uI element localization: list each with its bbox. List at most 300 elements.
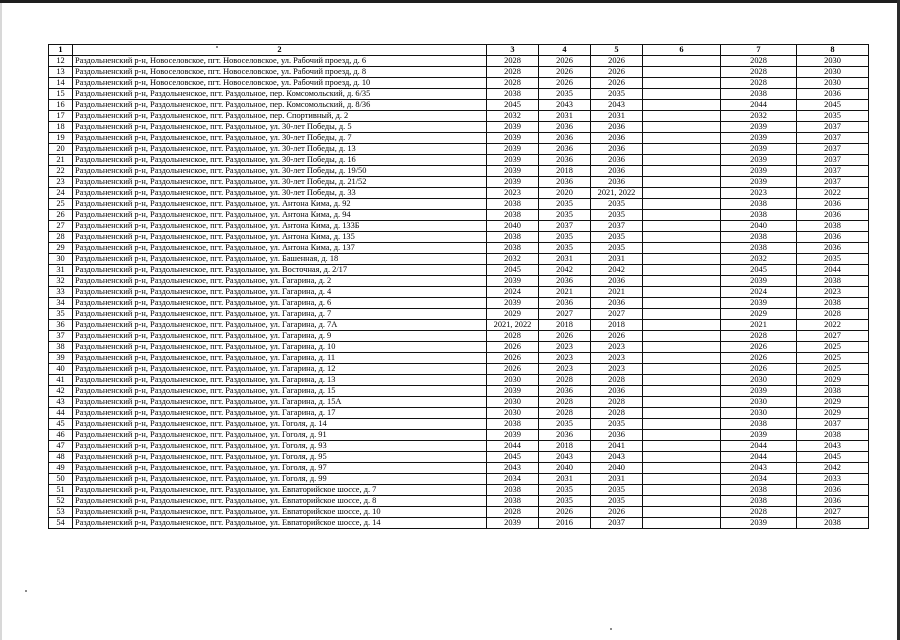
col-7-cell: 2026 <box>721 342 797 353</box>
col-5-cell: 2031 <box>591 111 643 122</box>
col-3-cell: 2038 <box>487 199 539 210</box>
col-5-cell: 2026 <box>591 67 643 78</box>
col-8-cell: 2038 <box>797 430 869 441</box>
col-3-cell: 2039 <box>487 122 539 133</box>
row-number-cell: 52 <box>49 496 73 507</box>
col-5-cell: 2043 <box>591 100 643 111</box>
col-4-cell: 2026 <box>539 331 591 342</box>
table-row <box>49 276 869 287</box>
table-row <box>49 243 869 254</box>
col-7-cell: 2038 <box>721 243 797 254</box>
col-6-cell <box>643 474 721 485</box>
col-3-cell: 2039 <box>487 155 539 166</box>
col-4-cell: 2042 <box>539 265 591 276</box>
col-3-cell: 2039 <box>487 386 539 397</box>
col-7-cell: 2028 <box>721 56 797 67</box>
col-3-cell: 2045 <box>487 265 539 276</box>
row-number-cell: 19 <box>49 133 73 144</box>
table-row <box>49 496 869 507</box>
col-6-cell <box>643 155 721 166</box>
col-7-cell: 2039 <box>721 144 797 155</box>
col-4-cell: 2036 <box>539 298 591 309</box>
col-6-cell <box>643 111 721 122</box>
col-7-cell: 2029 <box>721 309 797 320</box>
col-4-cell: 2035 <box>539 89 591 100</box>
col-5-cell: 2036 <box>591 298 643 309</box>
col-6-cell <box>643 375 721 386</box>
col-8-cell: 2033 <box>797 474 869 485</box>
col-6-cell <box>643 452 721 463</box>
row-number-cell: 27 <box>49 221 73 232</box>
col-5-cell: 2035 <box>591 232 643 243</box>
col-5-cell: 2036 <box>591 144 643 155</box>
col-7-cell: 2028 <box>721 67 797 78</box>
row-number-cell: 14 <box>49 78 73 89</box>
col-6-cell <box>643 485 721 496</box>
table-row <box>49 353 869 364</box>
address-cell: Раздольненский р-н, Раздольненское, пгт. Раздольное, ул. Гагарина, д. 11 <box>73 353 487 364</box>
table-row <box>49 111 869 122</box>
col-3-cell: 2026 <box>487 364 539 375</box>
row-number-cell: 30 <box>49 254 73 265</box>
col-8-cell: 2022 <box>797 188 869 199</box>
address-cell: Раздольненский р-н, Раздольненское, пгт. Раздольное, ул. 30-лет Победы, д. 7 <box>73 133 487 144</box>
table-row <box>49 122 869 133</box>
col-7-cell: 2039 <box>721 155 797 166</box>
col-6-cell <box>643 331 721 342</box>
col-3-cell: 2021, 2022 <box>487 320 539 331</box>
row-number-cell: 44 <box>49 408 73 419</box>
address-cell: Раздольненский р-н, Раздольненское, пгт. Раздольное, ул. Гагарина, д. 15 <box>73 386 487 397</box>
col-6-cell <box>643 221 721 232</box>
header-cell-row-number: 1 <box>49 45 73 56</box>
row-number-cell: 18 <box>49 122 73 133</box>
col-3-cell: 2028 <box>487 78 539 89</box>
col-7-cell: 2044 <box>721 100 797 111</box>
col-8-cell: 2045 <box>797 100 869 111</box>
col-8-cell: 2037 <box>797 177 869 188</box>
col-8-cell: 2037 <box>797 122 869 133</box>
col-3-cell: 2026 <box>487 353 539 364</box>
col-8-cell: 2030 <box>797 67 869 78</box>
col-5-cell: 2026 <box>591 56 643 67</box>
col-8-cell: 2038 <box>797 386 869 397</box>
col-4-cell: 2035 <box>539 199 591 210</box>
col-6-cell <box>643 386 721 397</box>
col-6-cell <box>643 364 721 375</box>
col-5-cell: 2036 <box>591 430 643 441</box>
col-3-cell: 2043 <box>487 463 539 474</box>
table-row <box>49 441 869 452</box>
scan-speck <box>216 46 218 48</box>
row-number-cell: 28 <box>49 232 73 243</box>
col-7-cell: 2038 <box>721 419 797 430</box>
row-number-cell: 24 <box>49 188 73 199</box>
col-8-cell: 2023 <box>797 287 869 298</box>
address-cell: Раздольненский р-н, Раздольненское, пгт. Раздольное, ул. Гагарина, д. 13 <box>73 375 487 386</box>
col-7-cell: 2028 <box>721 78 797 89</box>
col-4-cell: 2035 <box>539 496 591 507</box>
col-5-cell: 2035 <box>591 199 643 210</box>
row-number-cell: 51 <box>49 485 73 496</box>
col-4-cell: 2035 <box>539 243 591 254</box>
table-row <box>49 507 869 518</box>
col-8-cell: 2028 <box>797 309 869 320</box>
table-row <box>49 221 869 232</box>
col-4-cell: 2036 <box>539 144 591 155</box>
col-6-cell <box>643 298 721 309</box>
col-3-cell: 2039 <box>487 430 539 441</box>
row-number-cell: 50 <box>49 474 73 485</box>
col-7-cell: 2026 <box>721 364 797 375</box>
col-7-cell: 2030 <box>721 397 797 408</box>
col-5-cell: 2035 <box>591 419 643 430</box>
col-5-cell: 2028 <box>591 408 643 419</box>
col-8-cell: 2025 <box>797 342 869 353</box>
table-row <box>49 78 869 89</box>
address-cell: Раздольненский р-н, Раздольненское, пгт. Раздольное, пер. Комсомольский, д. 8/36 <box>73 100 487 111</box>
col-7-cell: 2045 <box>721 265 797 276</box>
col-3-cell: 2039 <box>487 276 539 287</box>
col-8-cell: 2030 <box>797 56 869 67</box>
col-7-cell: 2024 <box>721 287 797 298</box>
table-row <box>49 463 869 474</box>
row-number-cell: 34 <box>49 298 73 309</box>
col-4-cell: 2018 <box>539 320 591 331</box>
col-6-cell <box>643 166 721 177</box>
col-6-cell <box>643 122 721 133</box>
address-cell: Раздольненский р-н, Раздольненское, пгт. Раздольное, ул. Антона Кима, д. 135 <box>73 232 487 243</box>
col-6-cell <box>643 100 721 111</box>
col-5-cell: 2021, 2022 <box>591 188 643 199</box>
row-number-cell: 17 <box>49 111 73 122</box>
col-7-cell: 2038 <box>721 496 797 507</box>
col-4-cell: 2035 <box>539 210 591 221</box>
col-8-cell: 2038 <box>797 298 869 309</box>
col-4-cell: 2026 <box>539 507 591 518</box>
table-row <box>49 419 869 430</box>
col-5-cell: 2028 <box>591 397 643 408</box>
col-4-cell: 2036 <box>539 177 591 188</box>
col-5-cell: 2036 <box>591 122 643 133</box>
col-8-cell: 2036 <box>797 485 869 496</box>
address-cell: Раздольненский р-н, Раздольненское, пгт. Раздольное, ул. Евпаторийское шоссе, д. 10 <box>73 507 487 518</box>
col-5-cell: 2026 <box>591 331 643 342</box>
col-8-cell: 2037 <box>797 419 869 430</box>
table-row <box>49 133 869 144</box>
col-5-cell: 2037 <box>591 518 643 529</box>
col-7-cell: 2028 <box>721 331 797 342</box>
table-row <box>49 155 869 166</box>
col-4-cell: 2040 <box>539 463 591 474</box>
table-row <box>49 232 869 243</box>
col-3-cell: 2038 <box>487 210 539 221</box>
col-6-cell <box>643 254 721 265</box>
col-5-cell: 2036 <box>591 133 643 144</box>
row-number-cell: 53 <box>49 507 73 518</box>
col-5-cell: 2037 <box>591 221 643 232</box>
row-number-cell: 23 <box>49 177 73 188</box>
address-cell: Раздольненский р-н, Раздольненское, пгт. Раздольное, ул. Гоголя, д. 93 <box>73 441 487 452</box>
col-4-cell: 2023 <box>539 342 591 353</box>
table-row <box>49 287 869 298</box>
table-row <box>49 56 869 67</box>
col-5-cell: 2036 <box>591 155 643 166</box>
col-6-cell <box>643 78 721 89</box>
header-cell-col-5: 5 <box>591 45 643 56</box>
row-number-cell: 54 <box>49 518 73 529</box>
table-row <box>49 210 869 221</box>
address-cell: Раздольненский р-н, Раздольненское, пгт. Раздольное, ул. Гоголя, д. 95 <box>73 452 487 463</box>
col-5-cell: 2035 <box>591 496 643 507</box>
col-6-cell <box>643 430 721 441</box>
col-4-cell: 2023 <box>539 364 591 375</box>
col-7-cell: 2039 <box>721 430 797 441</box>
col-3-cell: 2039 <box>487 298 539 309</box>
row-number-cell: 32 <box>49 276 73 287</box>
col-6-cell <box>643 507 721 518</box>
col-4-cell: 2035 <box>539 485 591 496</box>
col-5-cell: 2026 <box>591 507 643 518</box>
col-3-cell: 2038 <box>487 89 539 100</box>
table-row <box>49 67 869 78</box>
col-4-cell: 2027 <box>539 309 591 320</box>
row-number-cell: 41 <box>49 375 73 386</box>
col-3-cell: 2024 <box>487 287 539 298</box>
address-cell: Раздольненский р-н, Раздольненское, пгт. Раздольное, ул. Гагарина, д. 9 <box>73 331 487 342</box>
col-8-cell: 2036 <box>797 243 869 254</box>
col-5-cell: 2040 <box>591 463 643 474</box>
col-3-cell: 2030 <box>487 408 539 419</box>
col-4-cell: 2026 <box>539 67 591 78</box>
table-row <box>49 386 869 397</box>
col-4-cell: 2043 <box>539 100 591 111</box>
header-cell-col-4: 4 <box>539 45 591 56</box>
col-6-cell <box>643 463 721 474</box>
address-cell: Раздольненский р-н, Раздольненское, пгт. Раздольное, ул. Антона Кима, д. 92 <box>73 199 487 210</box>
row-number-cell: 16 <box>49 100 73 111</box>
col-8-cell: 2038 <box>797 518 869 529</box>
col-3-cell: 2038 <box>487 243 539 254</box>
address-cell: Раздольненский р-н, Раздольненское, пгт. Раздольное, ул. Гоголя, д. 99 <box>73 474 487 485</box>
col-3-cell: 2026 <box>487 342 539 353</box>
col-4-cell: 2018 <box>539 441 591 452</box>
col-8-cell: 2035 <box>797 111 869 122</box>
col-7-cell: 2038 <box>721 199 797 210</box>
address-cell: Раздольненский р-н, Раздольненское, пгт. Раздольное, ул. Антона Кима, д. 137 <box>73 243 487 254</box>
col-6-cell <box>643 144 721 155</box>
col-7-cell: 2040 <box>721 221 797 232</box>
address-cell: Раздольненский р-н, Раздольненское, пгт. Раздольное, ул. Гоголя, д. 14 <box>73 419 487 430</box>
col-4-cell: 2026 <box>539 78 591 89</box>
col-5-cell: 2031 <box>591 474 643 485</box>
col-6-cell <box>643 518 721 529</box>
col-8-cell: 2027 <box>797 331 869 342</box>
address-cell: Раздольненский р-н, Раздольненское, пгт. Раздольное, ул. Гоголя, д. 91 <box>73 430 487 441</box>
address-cell: Раздольненский р-н, Раздольненское, пгт. Раздольное, ул. 30-лет Победы, д. 16 <box>73 155 487 166</box>
col-5-cell: 2035 <box>591 89 643 100</box>
header-cell-address: 2 <box>73 45 487 56</box>
col-7-cell: 2038 <box>721 485 797 496</box>
address-cell: Раздольненский р-н, Раздольненское, пгт. Раздольное, ул. Гагарина, д. 7А <box>73 320 487 331</box>
col-6-cell <box>643 419 721 430</box>
col-4-cell: 2035 <box>539 232 591 243</box>
table-row <box>49 320 869 331</box>
col-8-cell: 2036 <box>797 199 869 210</box>
col-3-cell: 2028 <box>487 67 539 78</box>
row-number-cell: 20 <box>49 144 73 155</box>
table-row <box>49 430 869 441</box>
col-4-cell: 2028 <box>539 375 591 386</box>
table-row <box>49 254 869 265</box>
col-6-cell <box>643 287 721 298</box>
address-cell: Раздольненский р-н, Раздольненское, пгт. Раздольное, ул. Башенная, д. 18 <box>73 254 487 265</box>
header-cell-col-7: 7 <box>721 45 797 56</box>
col-8-cell: 2038 <box>797 221 869 232</box>
table-row <box>49 199 869 210</box>
table-row <box>49 518 869 529</box>
table-row <box>49 89 869 100</box>
col-8-cell: 2027 <box>797 507 869 518</box>
col-3-cell: 2039 <box>487 518 539 529</box>
col-8-cell: 2036 <box>797 210 869 221</box>
header-cell-col-6: 6 <box>643 45 721 56</box>
col-8-cell: 2029 <box>797 375 869 386</box>
address-cell: Раздольненский р-н, Раздольненское, пгт. Раздольное, ул. Гагарина, д. 2 <box>73 276 487 287</box>
col-8-cell: 2038 <box>797 276 869 287</box>
row-number-cell: 39 <box>49 353 73 364</box>
col-4-cell: 2036 <box>539 386 591 397</box>
address-cell: Раздольненский р-н, Новоселовское, пгт. Новоселовское, ул. Рабочий проезд, д. 8 <box>73 67 487 78</box>
address-cell: Раздольненский р-н, Раздольненское, пгт. Раздольное, ул. Евпаторийское шоссе, д. 14 <box>73 518 487 529</box>
col-7-cell: 2039 <box>721 177 797 188</box>
row-number-cell: 47 <box>49 441 73 452</box>
col-4-cell: 2037 <box>539 221 591 232</box>
row-number-cell: 43 <box>49 397 73 408</box>
table-row <box>49 166 869 177</box>
col-7-cell: 2038 <box>721 89 797 100</box>
register-body <box>49 56 869 529</box>
col-8-cell: 2029 <box>797 397 869 408</box>
col-3-cell: 2045 <box>487 452 539 463</box>
address-cell: Раздольненский р-н, Раздольненское, пгт. Раздольное, ул. Гагарина, д. 17 <box>73 408 487 419</box>
col-3-cell: 2045 <box>487 100 539 111</box>
col-8-cell: 2030 <box>797 78 869 89</box>
col-7-cell: 2039 <box>721 276 797 287</box>
address-cell: Раздольненский р-н, Раздольненское, пгт. Раздольное, ул. Восточная, д. 2/17 <box>73 265 487 276</box>
col-6-cell <box>643 397 721 408</box>
table-row <box>49 100 869 111</box>
col-4-cell: 2026 <box>539 56 591 67</box>
address-cell: Раздольненский р-н, Раздольненское, пгт. Раздольное, ул. 30-лет Победы, д. 33 <box>73 188 487 199</box>
col-6-cell <box>643 210 721 221</box>
row-number-cell: 46 <box>49 430 73 441</box>
col-3-cell: 2032 <box>487 111 539 122</box>
address-cell: Раздольненский р-н, Раздольненское, пгт. Раздольное, ул. Гагарина, д. 7 <box>73 309 487 320</box>
col-8-cell: 2045 <box>797 452 869 463</box>
row-number-cell: 31 <box>49 265 73 276</box>
col-7-cell: 2026 <box>721 353 797 364</box>
address-cell: Раздольненский р-н, Раздольненское, пгт. Раздольное, ул. 30-лет Победы, д. 19/50 <box>73 166 487 177</box>
col-5-cell: 2035 <box>591 485 643 496</box>
table-row <box>49 375 869 386</box>
address-cell: Раздольненский р-н, Раздольненское, пгт. Раздольное, ул. Гагарина, д. 6 <box>73 298 487 309</box>
table-row <box>49 309 869 320</box>
address-cell: Раздольненский р-н, Раздольненское, пгт. Раздольное, ул. Гагарина, д. 15А <box>73 397 487 408</box>
table-row <box>49 364 869 375</box>
col-7-cell: 2030 <box>721 375 797 386</box>
col-3-cell: 2028 <box>487 331 539 342</box>
address-cell: Раздольненский р-н, Раздольненское, пгт. Раздольное, пер. Комсомольский, д. 6/35 <box>73 89 487 100</box>
row-number-cell: 37 <box>49 331 73 342</box>
row-number-cell: 21 <box>49 155 73 166</box>
table-row <box>49 188 869 199</box>
col-5-cell: 2041 <box>591 441 643 452</box>
col-4-cell: 2028 <box>539 397 591 408</box>
col-7-cell: 2038 <box>721 210 797 221</box>
table-row <box>49 397 869 408</box>
col-3-cell: 2038 <box>487 496 539 507</box>
col-4-cell: 2036 <box>539 122 591 133</box>
col-5-cell: 2042 <box>591 265 643 276</box>
col-6-cell <box>643 188 721 199</box>
col-4-cell: 2031 <box>539 111 591 122</box>
row-number-cell: 26 <box>49 210 73 221</box>
col-6-cell <box>643 56 721 67</box>
header-row <box>49 45 869 56</box>
col-5-cell: 2021 <box>591 287 643 298</box>
col-7-cell: 2034 <box>721 474 797 485</box>
col-7-cell: 2032 <box>721 254 797 265</box>
table-row <box>49 331 869 342</box>
col-7-cell: 2039 <box>721 166 797 177</box>
address-cell: Раздольненский р-н, Раздольненское, пгт. Раздольное, ул. Гагарина, д. 4 <box>73 287 487 298</box>
col-8-cell: 2037 <box>797 133 869 144</box>
col-7-cell: 2021 <box>721 320 797 331</box>
col-8-cell: 2022 <box>797 320 869 331</box>
col-8-cell: 2035 <box>797 254 869 265</box>
address-cell: Раздольненский р-н, Раздольненское, пгт. Раздольное, ул. 30-лет Победы, д. 21/52 <box>73 177 487 188</box>
table-row <box>49 452 869 463</box>
col-4-cell: 2021 <box>539 287 591 298</box>
address-cell: Раздольненский р-н, Раздольненское, пгт. Раздольное, ул. Антона Кима, д. 94 <box>73 210 487 221</box>
col-7-cell: 2032 <box>721 111 797 122</box>
row-number-cell: 15 <box>49 89 73 100</box>
col-5-cell: 2043 <box>591 452 643 463</box>
col-6-cell <box>643 177 721 188</box>
col-3-cell: 2028 <box>487 56 539 67</box>
col-3-cell: 2038 <box>487 232 539 243</box>
row-number-cell: 49 <box>49 463 73 474</box>
address-cell: Раздольненский р-н, Раздольненское, пгт. Раздольное, пер. Спортивный, д. 2 <box>73 111 487 122</box>
table-row <box>49 474 869 485</box>
col-3-cell: 2034 <box>487 474 539 485</box>
col-8-cell: 2044 <box>797 265 869 276</box>
col-6-cell <box>643 89 721 100</box>
col-3-cell: 2039 <box>487 177 539 188</box>
col-7-cell: 2030 <box>721 408 797 419</box>
address-cell: Раздольненский р-н, Раздольненское, пгт. Раздольное, ул. Гагарина, д. 12 <box>73 364 487 375</box>
col-4-cell: 2031 <box>539 474 591 485</box>
address-cell: Раздольненский р-н, Раздольненское, пгт. Раздольное, ул. Антона Кима, д. 133Б <box>73 221 487 232</box>
col-5-cell: 2035 <box>591 210 643 221</box>
table-row <box>49 265 869 276</box>
col-7-cell: 2039 <box>721 386 797 397</box>
col-5-cell: 2036 <box>591 166 643 177</box>
col-3-cell: 2038 <box>487 485 539 496</box>
row-number-cell: 33 <box>49 287 73 298</box>
col-5-cell: 2028 <box>591 375 643 386</box>
